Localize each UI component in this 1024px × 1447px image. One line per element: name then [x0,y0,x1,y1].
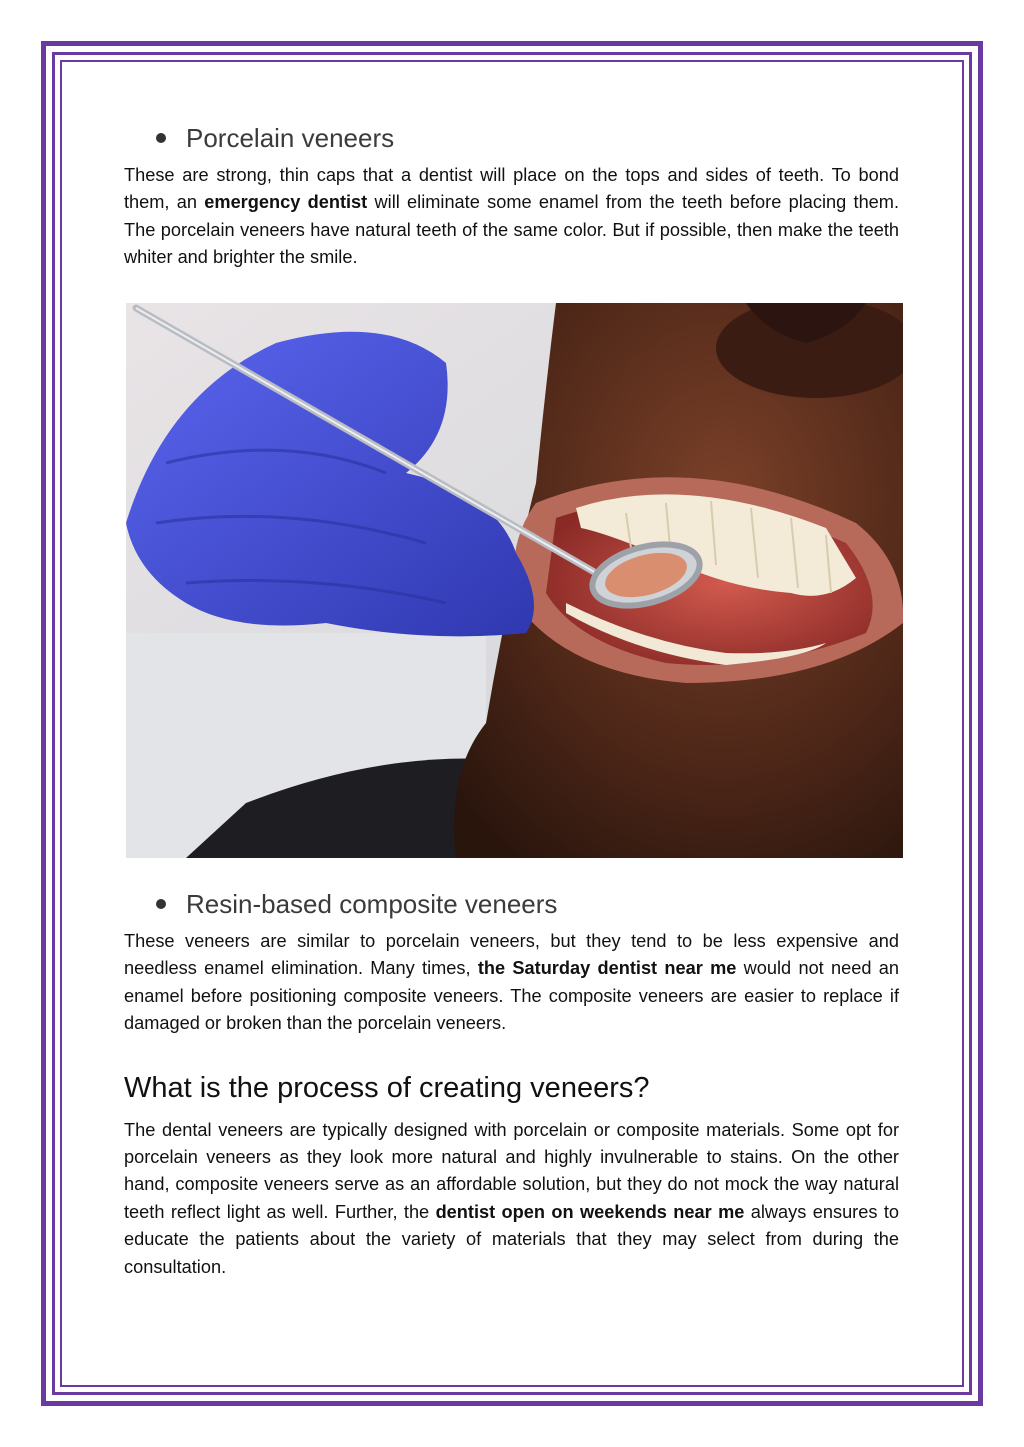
porcelain-text-2: will eliminate some enamel from the teeth before placing them. The porcelain veneers have natural teeth of the same color. But if possible, then make the teeth whiter and brighter the smile. [124,192,900,268]
saturday-dentist-link: the Saturday dentist near me [477,958,737,979]
bullet-resin [156,884,899,924]
process-text-2: always ensures to educate the patients about the variety of materials that they may select from during the consultation. [124,1201,899,1277]
process-paragraph [124,1117,899,1281]
resin-paragraph [124,928,899,1038]
bullet-porcelain-label: Porcelain veneers [186,122,395,153]
dental-exam-photo [126,303,903,858]
bullet-dot-icon [156,899,166,909]
bullet-dot-icon [156,133,166,143]
porcelain-paragraph [124,162,899,272]
bullet-porcelain [156,118,899,158]
page-content-lower [124,884,899,1281]
emergency-dentist-link: emergency dentist [204,192,368,213]
weekend-dentist-link: dentist open on weekends near me [435,1201,745,1222]
resin-text-1: These veneers are similar to porcelain veneers, but they tend to be less expensive and needless enamel elimination. Many times, [124,931,899,979]
page-content [124,118,899,272]
process-heading: What is the process of creating veneers? [124,1071,650,1104]
process-text-1: The dental veneers are typically designed with porcelain or composite materials. Some opt for porcelain veneers as they look more natural and highly invulnerable to stains. On the other hand, composite veneers serve as an affordable solution, but they do not mock the way natural teeth reflect light as well. Further, the [124,1119,899,1222]
porcelain-text-1: These are strong, thin caps that a dentist will place on the tops and sides of teeth. To bond them, an [124,165,899,213]
resin-text-2: would not need an enamel before positioning composite veneers. The composite veneers are easier to replace if damaged or broken than the porcelain veneers. [124,958,899,1034]
bullet-resin-label: Resin-based composite veneers [186,888,558,919]
